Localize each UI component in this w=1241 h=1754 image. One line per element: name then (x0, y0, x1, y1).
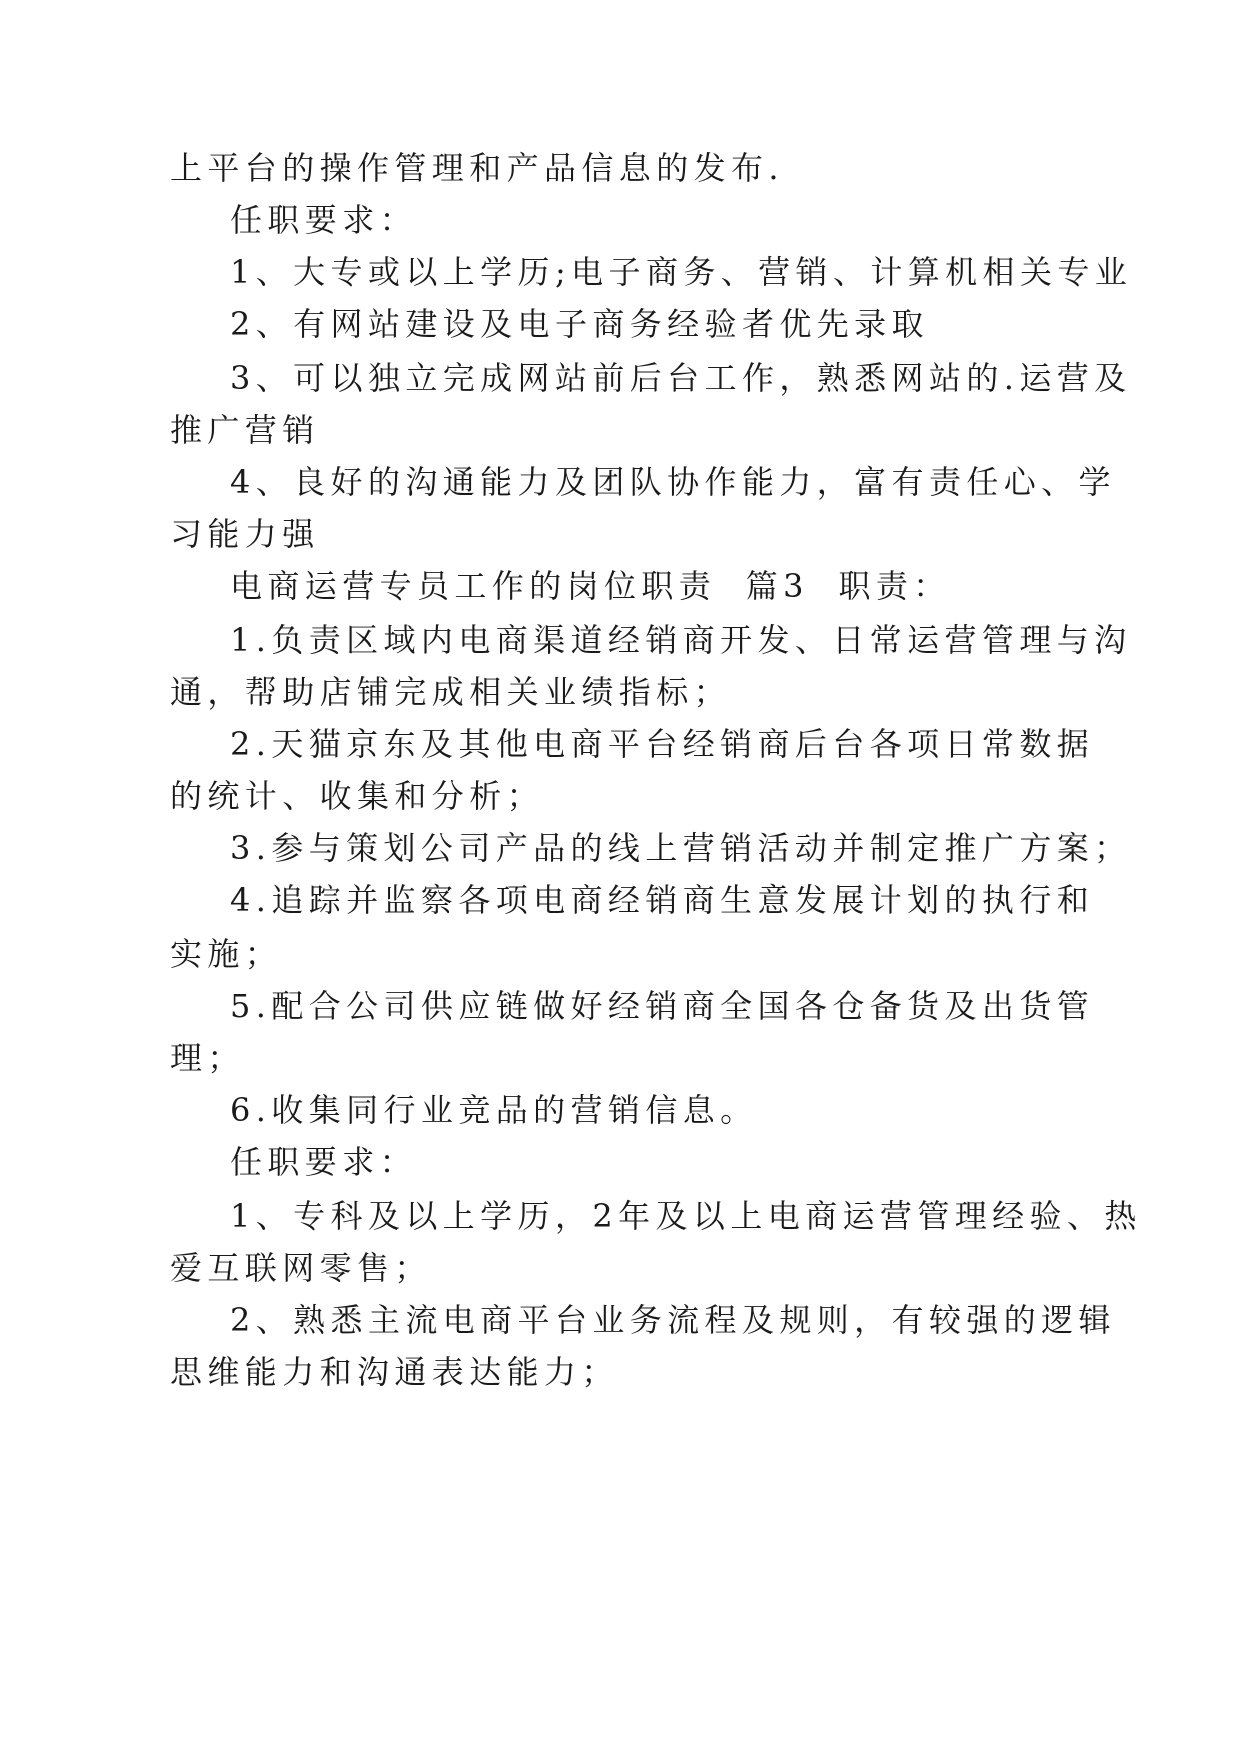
text-line: 实施； (170, 935, 283, 973)
text-line: 爱互联网零售； (170, 1249, 432, 1287)
text-line: 电商运营专员工作的岗位职责 篇3 职责： (230, 567, 951, 605)
text-line: 1、专科及以上学历，2年及以上电商运营管理经验、热 (230, 1197, 1142, 1235)
text-line: 通，帮助店铺完成相关业绩指标； (170, 673, 732, 711)
text-line: 的统计、收集和分析； (170, 777, 545, 815)
text-line: 6.收集同行业竞品的营销信息。 (230, 1091, 758, 1129)
text-line: 2、有网站建设及电子商务经验者优先录取 (230, 305, 929, 343)
text-line: 4、良好的沟通能力及团队协作能力，富有责任心、学 (230, 463, 1116, 501)
text-line: 任职要求： (230, 201, 418, 239)
text-line: 习能力强 (170, 515, 320, 553)
text-line: 1.负责区域内电商渠道经销商开发、日常运营管理与沟 (230, 621, 1132, 659)
text-line: 1、大专或以上学历;电子商务、营销、计算机相关专业 (230, 253, 1133, 291)
text-line: 4.追踪并监察各项电商经销商生意发展计划的执行和 (230, 881, 1095, 919)
text-line: 3、可以独立完成网站前后台工作，熟悉网站的.运营及 (230, 359, 1132, 397)
text-line: 推广营销 (170, 411, 320, 449)
text-line: 2.天猫京东及其他电商平台经销商后台各项日常数据 (230, 725, 1095, 763)
text-line: 5.配合公司供应链做好经销商全国各仓备货及出货管 (230, 987, 1095, 1025)
text-line: 任职要求： (230, 1143, 418, 1181)
text-line: 3.参与策划公司产品的线上营销活动并制定推广方案； (230, 829, 1132, 867)
text-line: 思维能力和沟通表达能力； (170, 1353, 619, 1391)
text-line: 上平台的操作管理和产品信息的发布. (170, 149, 784, 187)
text-line: 理； (170, 1039, 245, 1077)
text-line: 2、熟悉主流电商平台业务流程及规则，有较强的逻辑 (230, 1301, 1116, 1339)
